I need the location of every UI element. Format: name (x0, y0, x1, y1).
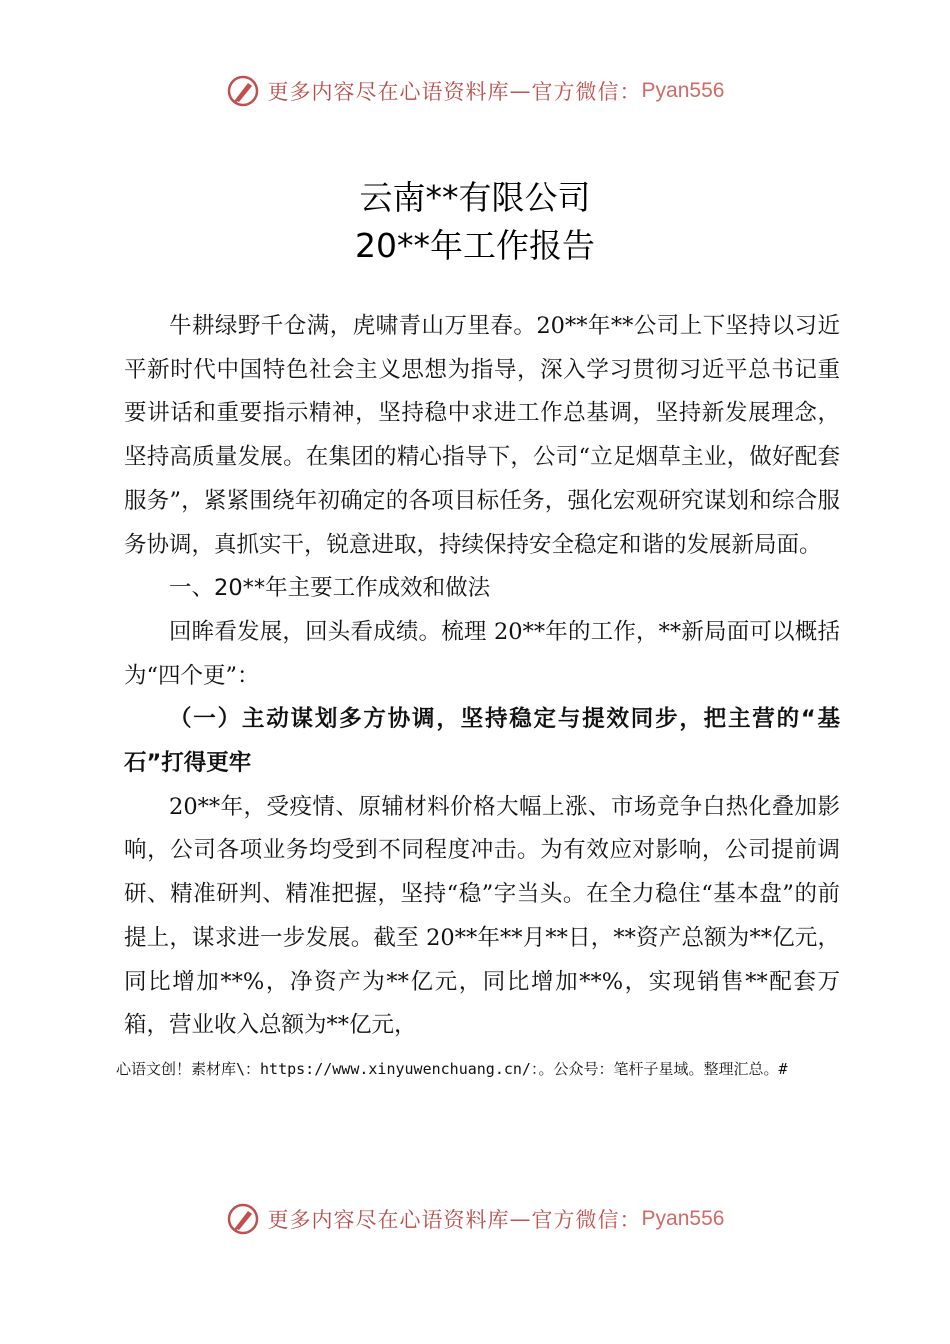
watermark-official: 官方微信： (531, 1208, 642, 1232)
document-title-line2: 20**年工作报告 (355, 226, 595, 265)
pen-logo-icon (226, 1202, 260, 1236)
watermark-dash: — (509, 79, 532, 103)
paragraph-sub1-body: 20**年，受疫情、原辅材料价格大幅上涨、市场竞争白热化叠加影响，公司各项业务均受到不同程度冲击。为有效应对影响，公司提前调研、精准研判、精准把握，坚持“稳”字当头。在全力稳住“基本盘”的前提上，谋求进一步发展。截至 20**年**月**日，**资产总额为**亿元，同比增加**%，净资产为**亿元，同比增加**%，实现销售**配套万箱，营业收入总额为**亿元， (124, 793, 840, 1039)
watermark-dash: — (509, 1207, 532, 1231)
pen-logo-icon (226, 74, 260, 108)
subsection-heading-1: （一）主动谋划多方协调，坚持稳定与提效同步，把主营的“基石”打得更牢 (124, 706, 840, 777)
footer-note: 心语文创！素材库\：https://www.xinyuwenchuang.cn/：。公众号：笔杆子星域。整理汇总。# (116, 1060, 788, 1078)
watermark-official: 官方微信： (531, 80, 642, 104)
paragraph-intro: 牛耕绿野千仓满，虎啸青山万里春。20**年**公司上下坚持以习近平新时代中国特色社会主义思想为指导，深入学习贯彻习近平总书记重要讲话和重要指示精神，坚持稳中求进工作总基调，坚持新发展理念，坚持高质量发展。在集团的精心指导下，公司“立足烟草主业，做好配套服务”，紧紧围绕年初确定的各项目标任务，强化宏观研究谋划和综合服务协调，真抓实干，锐意进取，持续保持安全稳定和谐的发展新局面。 (124, 313, 840, 558)
watermark-footer (0, 1202, 950, 1236)
watermark-brand: 更多内容尽在心语资料库 (267, 1208, 510, 1232)
watermark-brand: 更多内容尽在心语资料库 (267, 80, 510, 104)
watermark-handle: Pyan556 (641, 1207, 725, 1230)
paragraph-review: 回眸看发展，回头看成绩。梳理 20**年的工作，**新局面可以概括为“四个更”： (124, 618, 840, 689)
section-heading-1: 一、20**年主要工作成效和做法 (169, 575, 491, 602)
watermark-header (0, 74, 950, 108)
watermark-handle: Pyan556 (641, 79, 725, 102)
document-title-line1: 云南**有限公司 (359, 178, 591, 217)
document-body (124, 305, 840, 1048)
